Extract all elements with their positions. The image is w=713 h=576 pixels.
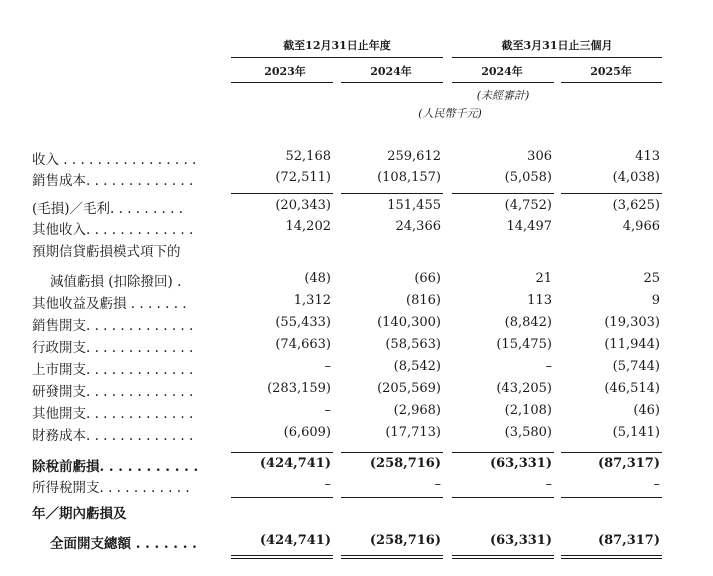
header-group-year: 截至12月31日止年度 [283,39,391,52]
pretax-rule-4 [561,452,662,453]
total-double-rule-2a [341,555,443,556]
row-value: (258,716) [369,533,441,548]
row-label: 其他收入. . . . . . . . . . . . . [32,222,194,238]
row-value: (5,141) [612,425,660,440]
row-value: (63,331) [489,533,552,548]
row-value: (3,580) [504,425,552,440]
row-value: (43,205) [496,381,552,396]
row-label: 銷售開支. . . . . . . . . . . . . [32,318,194,334]
row-value: (46) [633,403,660,418]
row-value: 14,202 [285,219,331,234]
row-value: (8,542) [393,359,441,374]
row-value: 259,612 [387,149,441,164]
row-value: (3,625) [612,198,660,213]
total-double-rule-3a [452,555,554,556]
row-value: (8,842) [504,315,552,330]
row-label: 財務成本. . . . . . . . . . . . . [32,428,194,444]
row-value: (5,744) [612,359,660,374]
header-year-2024: 2024年 [370,65,412,78]
row-value: (6,609) [283,425,331,440]
year-rule-4 [561,82,662,83]
tax-rule-4 [561,497,662,498]
year-rule-1 [231,82,333,83]
row-label: 減值虧損 (扣除撥回) . [50,274,182,290]
total-double-rule-4a [561,555,662,556]
row-value: 4,966 [622,219,660,234]
row-value: (2,968) [393,403,441,418]
row-value: – [324,359,331,374]
row-value: (5,058) [504,170,552,185]
subtotal-rule-4 [561,193,662,194]
currency-note: (人民幣千元) [418,107,482,120]
row-label: 年／期內虧損及 [32,506,127,522]
header-group-year-rule [231,57,443,58]
tax-rule-2 [341,497,443,498]
row-value: – [545,477,552,492]
row-value: (17,713) [385,425,441,440]
row-value: (4,752) [504,198,552,213]
row-value: 52,168 [285,149,331,164]
pretax-rule-3 [452,452,554,453]
row-value: 14,497 [506,219,552,234]
row-value: 113 [527,293,552,308]
row-value: (816) [406,293,441,308]
row-value: (283,159) [267,381,331,396]
year-rule-2 [341,82,443,83]
header-group-quarter: 截至3月31日止三個月 [501,39,613,52]
pretax-rule-1 [231,452,333,453]
subtotal-rule-2 [341,193,443,194]
row-value: (140,300) [377,315,441,330]
row-value: (108,157) [377,170,441,185]
row-value: – [434,477,441,492]
total-double-rule-3b [452,558,554,559]
row-label: 行政開支. . . . . . . . . . . . . [32,340,194,356]
row-value: (66) [414,271,441,286]
row-label: 銷售成本. . . . . . . . . . . . . [32,173,194,189]
row-value: (4,038) [612,170,660,185]
pretax-rule-2 [341,452,443,453]
header-year-2023: 2023年 [264,65,306,78]
row-value: (48) [304,271,331,286]
row-value: 413 [635,149,660,164]
row-value: (15,475) [496,337,552,352]
total-double-rule-1b [231,558,333,559]
row-label: 研發開支. . . . . . . . . . . . . [32,384,194,400]
row-value: (58,563) [385,337,441,352]
tax-rule-3 [452,497,554,498]
row-label: 收入 . . . . . . . . . . . . . . . . [32,152,197,168]
row-value: (74,663) [275,337,331,352]
unaudited-note: (未經審計) [476,89,530,102]
total-double-rule-2b [341,558,443,559]
subtotal-rule-1 [231,193,333,194]
row-value: – [324,403,331,418]
row-value: – [653,477,660,492]
row-value: (63,331) [489,456,552,471]
row-value: – [324,477,331,492]
row-value: (424,741) [259,456,331,471]
row-value: (87,317) [597,456,660,471]
row-value: (46,514) [604,381,660,396]
row-value: 151,455 [387,198,441,213]
total-double-rule-4b [561,558,662,559]
row-value: – [545,359,552,374]
subtotal-rule-3 [452,193,554,194]
row-value: (11,944) [604,337,660,352]
row-value: (205,569) [377,381,441,396]
row-value: (19,303) [604,315,660,330]
row-value: (55,433) [275,315,331,330]
row-value: 9 [651,293,660,308]
header-year-2025-q: 2025年 [590,65,632,78]
row-label: 其他收益及虧損 . . . . . . . [32,296,187,312]
row-value: (20,343) [275,198,331,213]
row-value: (2,108) [504,403,552,418]
row-label: 所得稅開支. . . . . . . . . . . [32,480,190,496]
row-value: (258,716) [369,456,441,471]
row-value: 306 [527,149,552,164]
row-value: 21 [535,271,552,286]
header-year-2024-q: 2024年 [481,65,523,78]
row-label: 除稅前虧損. . . . . . . . . . . [32,459,199,475]
row-label: (毛損)／毛利. . . . . . . . . [32,201,183,217]
year-rule-3 [452,82,554,83]
total-double-rule-1a [231,555,333,556]
header-group-quarter-rule [452,57,662,58]
tax-rule-1 [231,497,333,498]
row-label: 上市開支. . . . . . . . . . . . . [32,362,194,378]
row-value: 24,366 [395,219,441,234]
row-label: 預期信貸虧損模式項下的 [32,244,181,260]
row-label: 全面開支總額 . . . . . . . [50,536,197,552]
row-value: 25 [643,271,660,286]
row-label: 其他開支. . . . . . . . . . . . . [32,406,194,422]
row-value: 1,312 [293,293,331,308]
row-value: (72,511) [275,170,331,185]
row-value: (424,741) [259,533,331,548]
row-value: (87,317) [597,533,660,548]
